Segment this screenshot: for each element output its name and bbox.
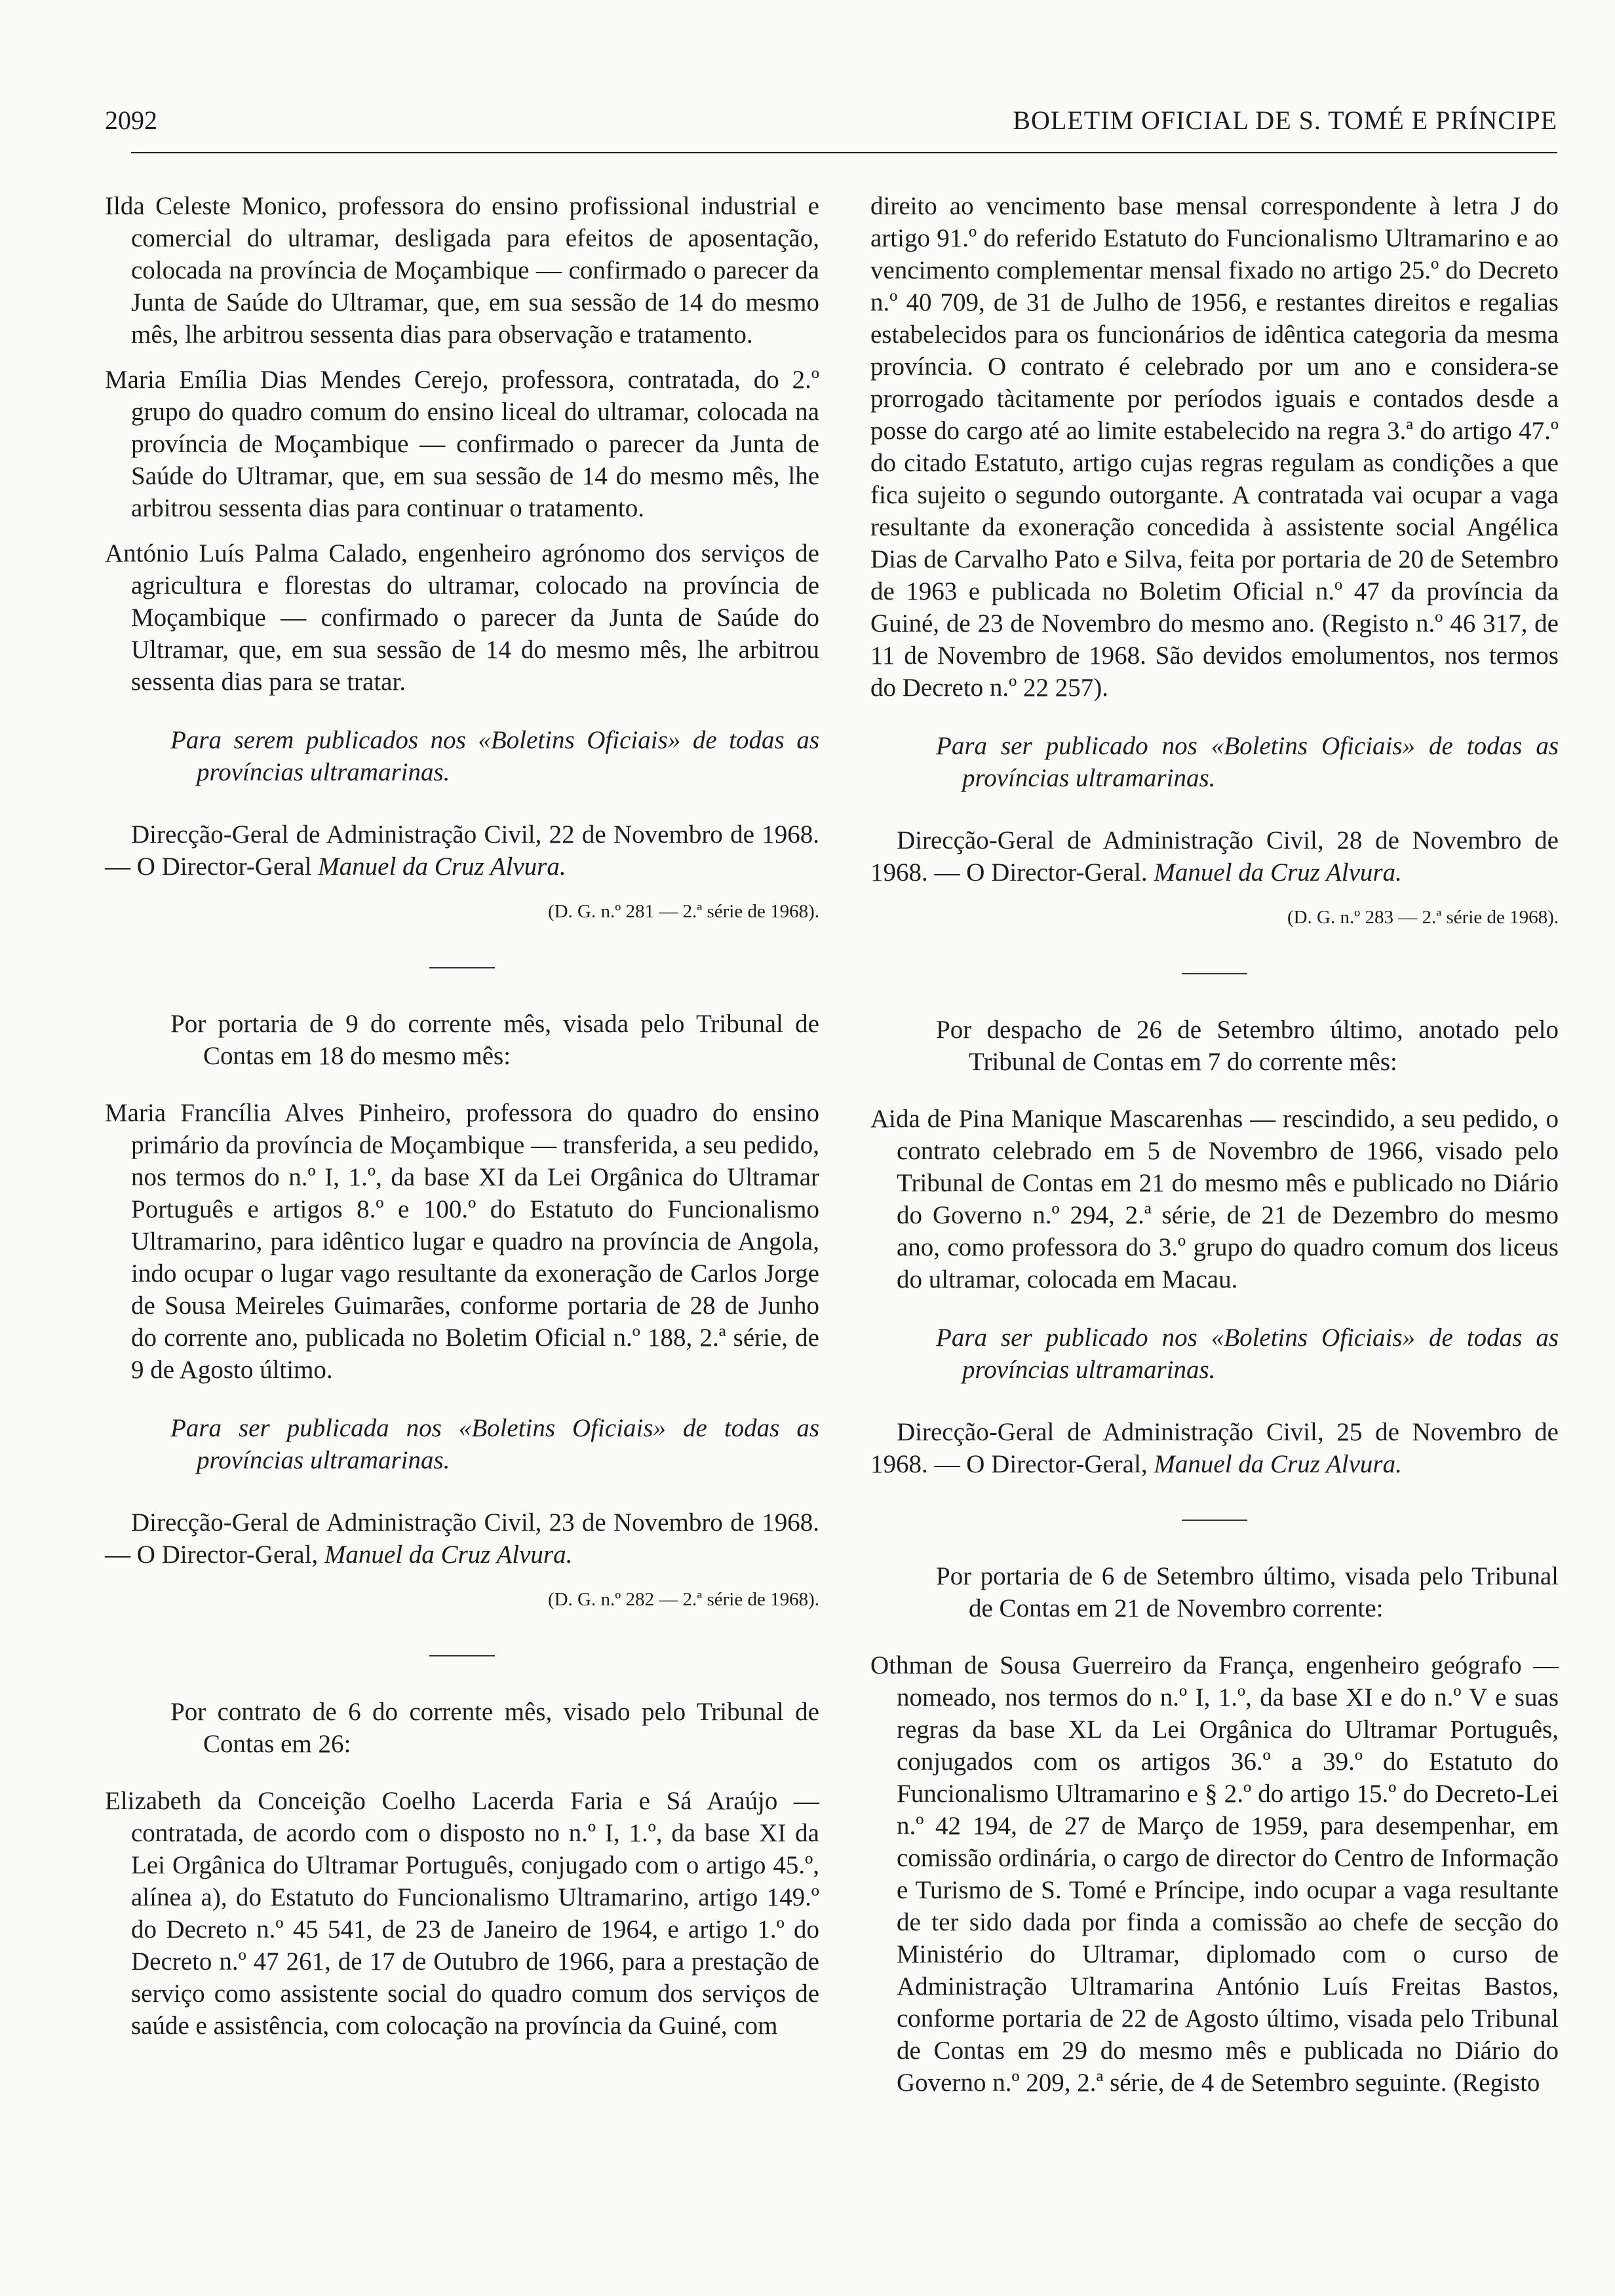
signature-text: Direcção-Geral de Administração Civil, 25 de Novembro de 1968. — O Director-Geral,	[870, 1418, 1559, 1478]
gazette-reference: (D. G. n.º 282 — 2.ª série de 1968).	[547, 1589, 819, 1610]
section-divider	[1182, 1520, 1247, 1521]
page-number: 2092	[105, 105, 157, 135]
signature-block	[105, 1506, 819, 1571]
section-intro: Por portaria de 6 de Setembro último, visada pelo Tribunal de Contas em 21 de Novembro corrente:	[936, 1562, 1559, 1622]
left-column	[105, 190, 819, 2055]
running-title: BOLETIM OFICIAL DE S. TOMÉ E PRÍNCIPE	[1013, 105, 1557, 135]
entry-maria-pinheiro: Maria Francília Alves Pinheiro, professora do quadro do ensino primário da província de Moçambique — transferida, a seu pedido, nos termos do n.º I, 1.º, da base XI da Lei Orgânica do Ultramar Português e artigos 8.º e 100.º do Estatuto do Funcionalismo Ultramarino, para idêntico lugar e quadro na província de Angola, indo ocupar o lugar vago resultante da exoneração de Carlos Jorge de Sousa Meireles Guimarães, conforme portaria de 28 de Junho do corrente ano, publicada no Boletim Oficial n.º 188, 2.ª série, de 9 de Agosto último.	[105, 1099, 819, 1384]
signature-text: Direcção-Geral de Administração Civil, 22 de Novembro de 1968. — O Director-Geral	[105, 820, 819, 881]
publication-note: Para ser publicado nos «Boletins Oficiais» de todas as províncias ultramarinas.	[936, 1324, 1559, 1384]
section-intro: Por portaria de 9 do corrente mês, visada pelo Tribunal de Contas em 18 do mesmo mês:	[170, 1010, 819, 1070]
section-divider	[429, 967, 495, 968]
entry-continuation: direito ao vencimento base mensal correspondente à letra J do artigo 91.º do referido Estatuto do Funcionalismo Ultramarino e ao vencimento complementar mensal fixado no artigo 25.º do Decreto n.º 40 709, de 31 de Julho de 1956, e restantes direitos e regalias estabelecidos para os funcionários de idêntica categoria da mesma província. O contrato é celebrado por um ano e considera-se prorrogado tàcitamente por períodos iguais e contados desde a posse do cargo até ao limite estabelecido na regra 3.ª do artigo 47.º do citado Estatuto, artigo cujas regras regulam as condições a que fica sujeito o segundo outorgante. A contratada vai ocupar a vaga resultante da exoneração concedida à assistente social Angélica Dias de Carvalho Pato e Silva, feita por portaria de 20 de Setembro de 1963 e publicada no Boletim Oficial n.º 47 da província da Guiné, de 23 de Novembro do mesmo ano. (Registo n.º 46 317, de 11 de Novembro de 1968. São devidos emolumentos, nos termos do Decreto n.º 22 257).	[870, 192, 1559, 702]
entry-othman-franca: Othman de Sousa Guerreiro da França, engenheiro geógrafo — nomeado, nos termos do n.º I, 1.º, da base XI e do n.º V e suas regras da base XL da Lei Orgânica do Ultramar Português, conjugados com os artigos 36.º a 39.º do Estatuto do Funcionalismo Ultramarino e § 2.º do artigo 15.º do Decreto-Lei n.º 42 194, de 27 de Março de 1959, para desempenhar, em comissão ordinária, o cargo de director do Centro de Informação e Turismo de S. Tomé e Príncipe, indo ocupar a vaga resultante de ter sido dada por finda a comissão ao chefe de secção do Ministério do Ultramar, diplomado com o curso de Administração Ultramarina António Luís Freitas Bastos, conforme portaria de 22 de Agosto último, visada pelo Tribunal de Contas em 29 do mesmo mês e publicada no Diário do Governo n.º 209, 2.ª série, de 4 de Setembro seguinte. (Registo	[870, 1651, 1559, 2097]
right-column	[870, 190, 1559, 2112]
section-divider	[429, 1655, 495, 1656]
signature-block	[870, 824, 1559, 889]
signatory-name: Manuel da Cruz Alvura.	[324, 1540, 573, 1569]
entry-ilda-monico: Ilda Celeste Monico, professora do ensino profissional industrial e comercial do ultramar, desligada para efeitos de aposentação, colocada na província de Moçambique — confirmado o parecer da Junta de Saúde do Ultramar, que, em sua sessão de 14 do mesmo mês, lhe arbitrou sessenta dias para observação e tratamento.	[105, 192, 819, 349]
section-divider	[1182, 973, 1247, 974]
signatory-name: Manuel da Cruz Alvura.	[1154, 858, 1402, 887]
gazette-reference: (D. G. n.º 281 — 2.ª série de 1968).	[547, 901, 819, 922]
page-header	[105, 105, 1557, 144]
entry-aida-mascarenhas: Aida de Pina Manique Mascarenhas — rescindido, a seu pedido, o contrato celebrado em 5 de Novembro de 1966, visado pelo Tribunal de Contas em 21 do mesmo mês e publicado no Diário do Governo n.º 294, 2.ª série, de 21 de Dezembro do mesmo ano, como professora do 3.º grupo do quadro comum dos liceus do ultramar, colocada em Macau.	[870, 1105, 1559, 1293]
publication-note: Para ser publicada nos «Boletins Oficiais» de todas as províncias ultramarinas.	[170, 1414, 819, 1474]
signature-text: Direcção-Geral de Administração Civil, 23 de Novembro de 1968. — O Director-Geral,	[105, 1508, 819, 1569]
header-rule	[131, 152, 1557, 153]
signature-block	[870, 1416, 1559, 1480]
gazette-reference: (D. G. n.º 283 — 2.ª série de 1968).	[1287, 907, 1559, 928]
entry-antonio-calado: António Luís Palma Calado, engenheiro agrónomo dos serviços de agricultura e florestas do ultramar, colocado na província de Moçambique — confirmado o parecer da Junta de Saúde do Ultramar, que, em sua sessão de 14 do mesmo mês, lhe arbitrou sessenta dias para se tratar.	[105, 539, 819, 696]
section-intro: Por despacho de 26 de Setembro último, anotado pelo Tribunal de Contas em 7 do corrente mês:	[936, 1016, 1559, 1076]
signatory-name: Manuel da Cruz Alvura.	[318, 852, 566, 881]
publication-note: Para serem publicados nos «Boletins Oficiais» de todas as províncias ultramarinas.	[170, 726, 819, 786]
entry-elizabeth-araujo: Elizabeth da Conceição Coelho Lacerda Faria e Sá Araújo — contratada, de acordo com o disposto no n.º I, 1.º, da base XI da Lei Orgânica do Ultramar Português, conjugado com o artigo 45.º, alínea a), do Estatuto do Funcionalismo Ultramarino, artigo 149.º do Decreto n.º 45 541, de 23 de Janeiro de 1964, e artigo 1.º do Decreto n.º 47 261, de 17 de Outubro de 1966, para a prestação de serviço como assistente social do quadro comum dos serviços de saúde e assistência, com colocação na província da Guiné, com	[105, 1787, 819, 2040]
signature-text: Direcção-Geral de Administração Civil, 28 de Novembro de 1968. — O Director-Geral.	[870, 826, 1559, 887]
signature-block	[105, 818, 819, 883]
publication-note: Para ser publicado nos «Boletins Oficiais» de todas as províncias ultramarinas.	[936, 732, 1559, 792]
signatory-name: Manuel da Cruz Alvura.	[1154, 1450, 1402, 1478]
section-intro: Por contrato de 6 do corrente mês, visado pelo Tribunal de Contas em 26:	[170, 1698, 819, 1758]
entry-maria-cerejo: Maria Emília Dias Mendes Cerejo, professora, contratada, do 2.º grupo do quadro comum do ensino liceal do ultramar, colocada na província de Moçambique — confirmado o parecer da Junta de Saúde do Ultramar, que, em sua sessão de 14 do mesmo mês, lhe arbitrou sessenta dias para continuar o tratamento.	[105, 366, 819, 522]
